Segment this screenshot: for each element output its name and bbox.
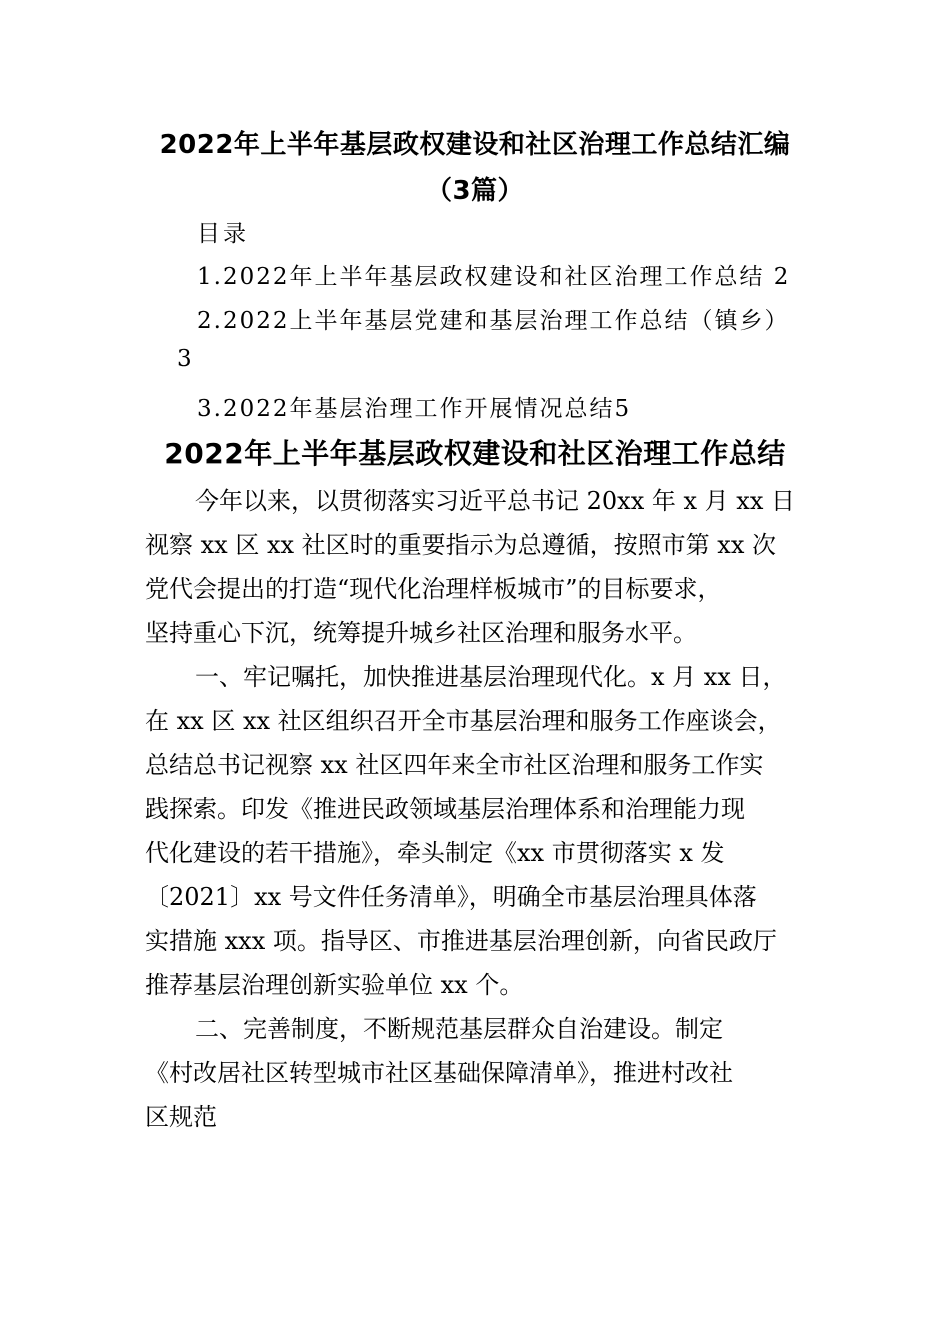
paragraph-line: 〔2021〕xx 号文件任务清单》，明确全市基层治理具体落 <box>145 883 757 911</box>
paragraph-line: 《村改居社区转型城市社区基础保障清单》，推进村改社 <box>145 1059 733 1087</box>
paragraph-line: 实措施 xxx 项。指导区、市推进基层治理创新，向省民政厅 <box>145 927 777 955</box>
section-title: 2022年上半年基层政权建设和社区治理工作总结 <box>164 437 786 470</box>
paragraph-line: 坚持重心下沉，统筹提升城乡社区治理和服务水平。 <box>145 619 697 647</box>
paragraph-line: 二、完善制度，不断规范基层群众自治建设。制定 <box>195 1015 723 1043</box>
toc-heading: 目录 <box>197 221 249 247</box>
toc-item-2-page: 3 <box>177 346 195 372</box>
paragraph-line: 在 xx 区 xx 社区组织召开全市基层治理和服务工作座谈会， <box>145 707 782 735</box>
document-subtitle: （3篇） <box>425 176 525 206</box>
paragraph-line: 一、牢记嘱托，加快推进基层治理现代化。x 月 xx 日， <box>195 663 787 691</box>
toc-item-3: 3.2022年基层治理工作开展情况总结5 <box>197 396 632 422</box>
paragraph-line: 推荐基层治理创新实验单位 xx 个。 <box>145 971 524 999</box>
paragraph-line: 视察 xx 区 xx 社区时的重要指示为总遵循，按照市第 xx 次 <box>145 531 776 559</box>
paragraph-line: 代化建设的若干措施》，牵头制定《xx 市贯彻落实 x 发 <box>145 839 725 867</box>
paragraph-line: 总结总书记视察 xx 社区四年来全市社区治理和服务工作实 <box>145 751 764 779</box>
document-title: 2022年上半年基层政权建设和社区治理工作总结汇编 <box>159 130 791 160</box>
paragraph-line: 今年以来，以贯彻落实习近平总书记 20xx 年 x 月 xx 日 <box>195 487 795 515</box>
paragraph-line: 党代会提出的打造“现代化治理样板城市”的目标要求， <box>145 575 722 603</box>
toc-item-2: 2.2022上半年基层党建和基层治理工作总结（镇乡） <box>197 308 790 334</box>
paragraph-line: 区规范 <box>145 1103 217 1131</box>
paragraph-line: 践探索。印发《推进民政领域基层治理体系和治理能力现 <box>145 795 745 823</box>
toc-item-1: 1.2022年上半年基层政权建设和社区治理工作总结 2 <box>197 264 791 290</box>
